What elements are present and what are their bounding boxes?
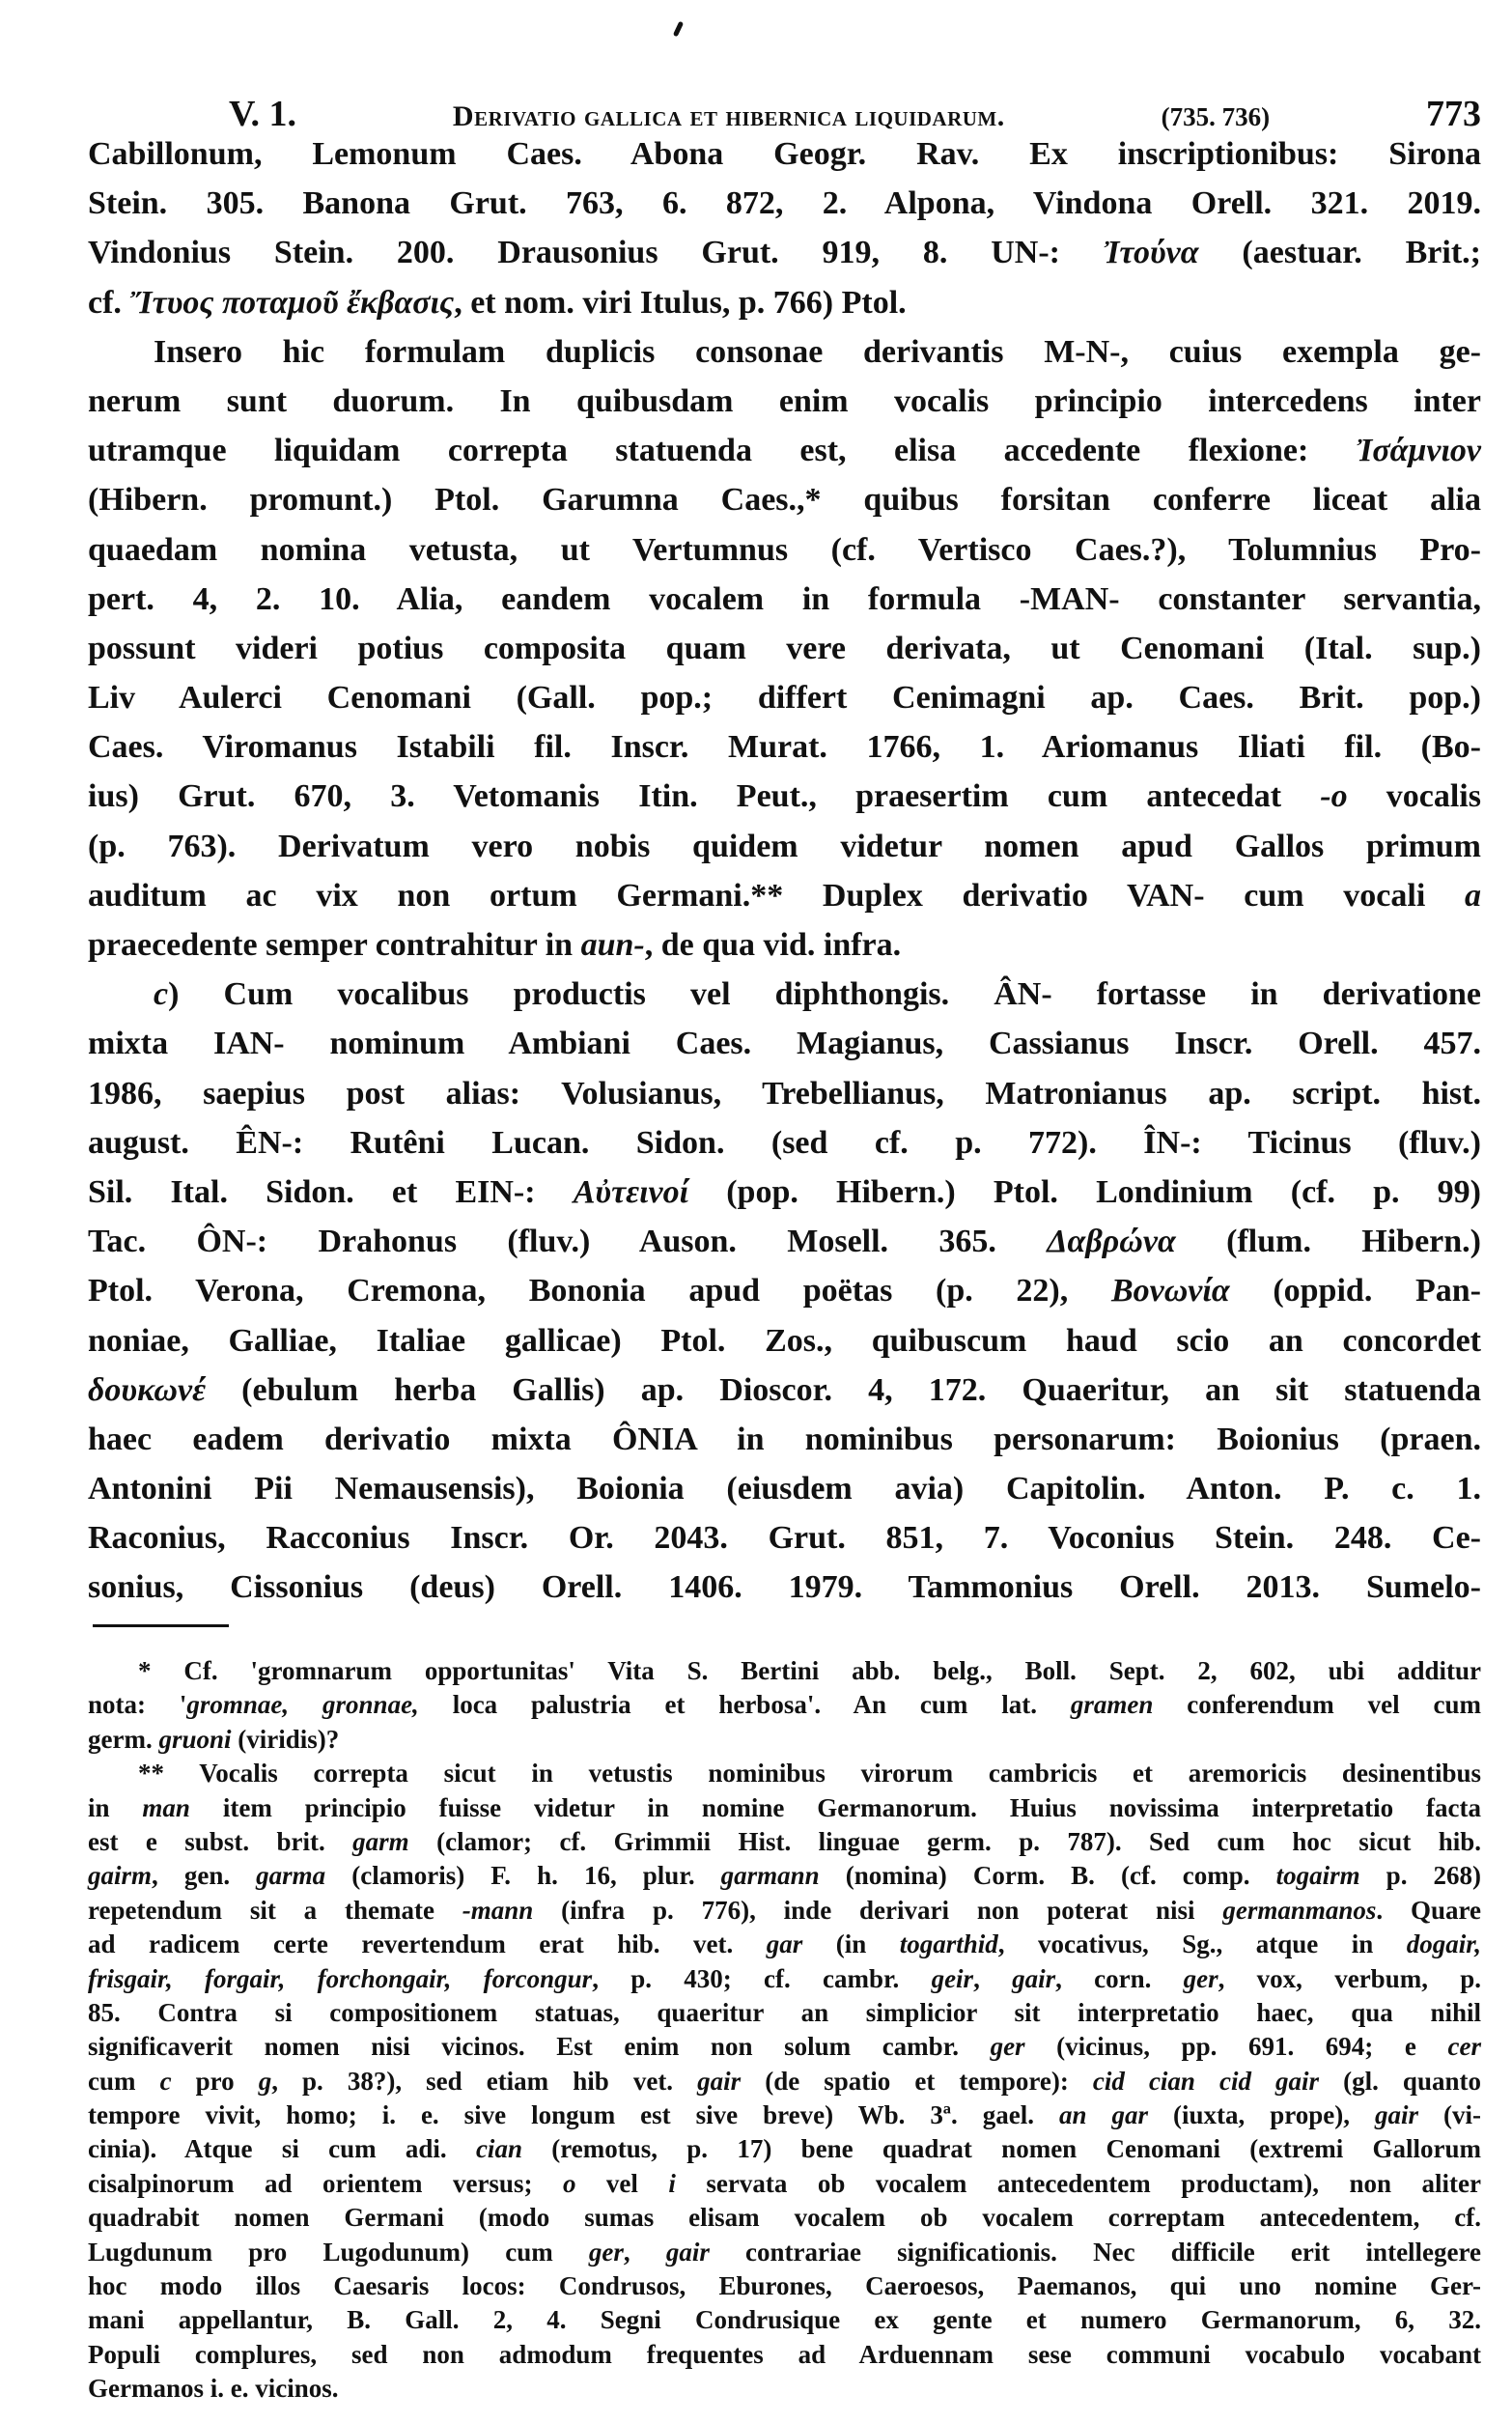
roman-text: Ptol. Verona, Cremona, Bononia apud poëtas (p. 22), (88, 1273, 1111, 1310)
ink-mark (673, 21, 684, 38)
roman-text: ius) Grut. 670, 3. Vetomanis Itin. Peut., praesertim cum antecedat (88, 778, 1321, 815)
text-line (88, 1928, 1481, 1961)
italic-text: cian (475, 2134, 522, 2164)
roman-text: sonius, Cissonius (deus) Orell. 1406. 1979. Tammonius Orell. 2013. Sumelo- (88, 1569, 1481, 1606)
italic-text: Δαβρώνα (1047, 1224, 1176, 1260)
roman-text: pro (171, 2066, 259, 2096)
italic-text: garma (256, 1861, 326, 1891)
italic-text: δουκωνέ (88, 1371, 207, 1408)
roman-text: utramque liquidam correpta statuenda est, elisa accedente flexione: (88, 433, 1357, 469)
text-line (88, 1654, 1481, 1688)
roman-text: , et nom. viri Itulus, p. 766) Ptol. (454, 284, 907, 321)
roman-text: cinia). Atque si cum adi. (88, 2134, 476, 2164)
roman-text: est e subst. brit. (88, 1826, 353, 1856)
italic-text: ger (588, 2237, 624, 2267)
italic-text: Ἰσάμνιον (1356, 433, 1481, 469)
footnote (88, 1654, 1481, 1757)
roman-text: pert. 4, 2. 10. Alia, eandem vocalem in formula -MAN- constanter servantia, (88, 580, 1481, 617)
roman-text: Tac. ÔN-: Drahonus (fluv.) Auson. Mosell. 365. (88, 1224, 1048, 1260)
roman-text: Insero hic formulam duplicis consonae derivantis M-N-, cuius exempla ge- (154, 333, 1481, 370)
roman-text: germ. (88, 1724, 159, 1754)
text-line (88, 1266, 1481, 1315)
text-line (88, 1168, 1481, 1217)
text-line (88, 228, 1481, 277)
text-line (88, 871, 1481, 920)
roman-text: item principio fuisse videtur in nomine Germanorum. Huius novissima interpretatio facta (189, 1792, 1481, 1822)
roman-text: auditum ac vix non ortum Germani.** Duplex derivatio VAN- cum vocali (88, 877, 1465, 914)
italic-text: c (154, 976, 169, 1013)
roman-text: (flum. Hibern.) (1175, 1224, 1481, 1260)
text-line (88, 2065, 1481, 2098)
italic-text: cer (1447, 2032, 1481, 2062)
text-line (88, 2372, 1481, 2406)
roman-text: (p. 763). Derivatum vero nobis quidem videtur nomen apud Gallos primum (88, 828, 1481, 864)
roman-text: cf. (88, 284, 130, 321)
roman-text: conferendum vel cum (1153, 1690, 1481, 1720)
roman-text: possunt videri potius composita quam vere derivata, ut Cenomani (Ital. sup.) (88, 630, 1481, 666)
text-line (88, 1859, 1481, 1893)
text-line (88, 673, 1481, 722)
italic-text: gair (1012, 1963, 1056, 1993)
section-number: V. 1. (229, 94, 297, 134)
text-line (88, 1316, 1481, 1366)
italic-text: geir (931, 1963, 974, 1993)
text-line (88, 722, 1481, 772)
paragraph (88, 327, 1481, 970)
italic-text: ger (1183, 1963, 1218, 1993)
footnote-separator (93, 1624, 229, 1627)
roman-text: tempore vivit, homo; i. e. sive longum est sive breve) Wb. 3ª. gael. (88, 2100, 1059, 2130)
italic-text: g (258, 2066, 272, 2096)
text-line (88, 2098, 1481, 2132)
roman-text: nerum sunt duorum. In quibusdam enim vocalis principio intercedens inter (88, 382, 1481, 419)
text-line (88, 377, 1481, 426)
roman-text: repetendum sit a themate (88, 1895, 462, 1925)
roman-text: (aestuar. Brit.; (1198, 235, 1481, 271)
roman-text: (oppid. Pan- (1229, 1273, 1482, 1310)
italic-text: Βονωνία (1110, 1273, 1230, 1310)
roman-text: (vicinus, pp. 691. 694; e (1024, 2032, 1448, 2062)
footnote (88, 1757, 1481, 2406)
roman-text: cisalpinorum ad orientem versus; (88, 2168, 563, 2198)
text-line (88, 1118, 1481, 1168)
italic-text: togairm (1275, 1861, 1360, 1891)
roman-text: (Hibern. promunt.) Ptol. Garumna Caes.,* quibus forsitan conferre liceat alia (88, 482, 1481, 519)
roman-text: (infra p. 776), inde derivari non poterat nisi (533, 1895, 1223, 1925)
italic-text: togarthid (899, 1929, 998, 1959)
text-line (88, 475, 1481, 524)
roman-text: nota: ' (88, 1690, 187, 1720)
roman-text: vel (575, 2168, 669, 2198)
text-line (88, 2303, 1481, 2337)
text-line (88, 1464, 1481, 1513)
text-line (88, 1825, 1481, 1859)
roman-text: , (623, 2237, 666, 2267)
roman-text: Cabillonum, Lemonum Caes. Abona Geogr. Rav. Ex inscriptionibus: Sirona (88, 136, 1481, 172)
roman-text: quadrabit nomen Germani (modo sumas elisam vocalem ob vocalem correptam antecedentem, cf. (88, 2203, 1481, 2233)
italic-text: cid cian cid gair (1092, 2066, 1320, 2096)
text-line (88, 2338, 1481, 2372)
roman-text: (viridis)? (231, 1724, 340, 1754)
text-line (88, 1757, 1481, 1790)
roman-text: Antonini Pii Nemausensis), Boionia (eiusdem avia) Capitolin. Anton. P. c. 1. (88, 1471, 1481, 1507)
roman-text: (clamoris) F. h. 16, plur. (325, 1861, 721, 1891)
text-line (88, 1019, 1481, 1068)
italic-text: -o (1320, 778, 1348, 815)
roman-text: , vocativus, Sg., atque in (997, 1929, 1407, 1959)
page-number: 773 (1425, 94, 1481, 134)
text-line (88, 1894, 1481, 1928)
roman-text: , gen. (152, 1861, 257, 1891)
text-line (88, 179, 1481, 228)
paragraph (88, 970, 1481, 1612)
italic-text: gramen (1070, 1690, 1154, 1720)
roman-text: , (973, 1963, 1013, 1993)
italic-text: man (142, 1792, 190, 1822)
italic-text: ger (990, 2032, 1025, 2062)
text-line (88, 772, 1481, 821)
roman-text: (pop. Hibern.) Ptol. Londinium (cf. p. 99) (688, 1173, 1482, 1210)
roman-text: Liv Aulerci Cenomani (Gall. pop.; differt Cenimagni ap. Caes. Brit. pop.) (88, 680, 1481, 717)
roman-text: (gl. quanto (1319, 2066, 1481, 2096)
italic-text: Ἴτυος ποταμοῦ ἔκβασις (129, 284, 455, 321)
roman-text: , p. 38?), sed etiam hib vet. (271, 2066, 698, 2096)
roman-text: hoc modo illos Caesaris locos: Condrusos, Eburones, Caeroesos, Paemanos, qui uno nomine Ger- (88, 2271, 1481, 2301)
roman-text: praecedente semper contrahitur in (88, 927, 581, 963)
running-title: Derivatio gallica et hibernica liquidarum. (452, 100, 1005, 132)
roman-text: (ebulum herba Gallis) ap. Dioscor. 4, 172. Quaeritur, an sit statuenda (206, 1371, 1481, 1408)
italic-text: gromnae, gronnae, (186, 1690, 419, 1720)
italic-text: gairm (88, 1861, 153, 1891)
roman-text: Caes. Viromanus Istabili fil. Inscr. Murat. 1766, 1. Ariomanus Iliati fil. (Bo- (88, 729, 1481, 766)
roman-text: , vox, verbum, p. (1218, 1963, 1481, 1993)
roman-text: Stein. 305. Banona Grut. 763, 6. 872, 2. Alpona, Vindona Orell. 321. 2019. (88, 185, 1481, 222)
italic-text: aun- (580, 927, 645, 963)
text-line (88, 1415, 1481, 1464)
roman-text: vocalis (1347, 778, 1481, 815)
text-line (88, 822, 1481, 871)
roman-text: mixta IAN- nominum Ambiani Caes. Magianus, Cassianus Inscr. Orell. 457. (88, 1026, 1481, 1062)
text-line (88, 1688, 1481, 1722)
text-line (88, 575, 1481, 624)
italic-text: frisgair, forgair, forchongair, forcongur (88, 1963, 593, 1993)
text-line (88, 2201, 1481, 2235)
italic-text: gair (665, 2237, 710, 2267)
italic-text: Ἰτούνα (1103, 235, 1199, 271)
roman-text: (clamor; cf. Grimmii Hist. linguae germ. p. 787). Sed cum hoc sicut hib. (408, 1826, 1482, 1856)
italic-text: garmann (720, 1861, 820, 1891)
roman-text: (nomina) Corm. B. (cf. comp. (819, 1861, 1276, 1891)
text-line (88, 426, 1481, 475)
italic-text: Αὐτεινοί (573, 1173, 689, 1210)
italic-text: -mann (462, 1895, 534, 1925)
roman-text: Raconius, Racconius Inscr. Or. 2043. Grut. 851, 7. Voconius Stein. 248. Ce- (88, 1520, 1481, 1557)
roman-text: quaedam nomina vetusta, ut Vertumnus (cf. Vertisco Caes.?), Tolumnius Pro- (88, 531, 1481, 568)
roman-text: . Quare (1376, 1895, 1481, 1925)
roman-text: contrariae significationis. Nec difficile erit intellegere (709, 2237, 1482, 2267)
italic-text: i (668, 2168, 676, 2198)
text-line (88, 1513, 1481, 1563)
roman-text: (in (802, 1929, 900, 1959)
roman-text: (remotus, p. 17) bene quadrat nomen Cenomani (extremi Gallorum (521, 2134, 1481, 2164)
text-line (88, 1996, 1481, 2030)
roman-text: ) Cum vocalibus productis vel diphthongis. ÂN- fortasse in derivatione (168, 976, 1481, 1013)
main-text (88, 129, 1481, 1613)
italic-text: o (562, 2168, 576, 2198)
roman-text: 85. Contra si compositionem statuas, quaeritur an simplicior sit interpretatio haec, qua nihil (88, 1997, 1481, 2027)
roman-text: Populi complures, sed non admodum frequentes ad Arduennam sese communi vocabulo vocabant (88, 2339, 1481, 2369)
roman-text: Vindonius Stein. 200. Drausonius Grut. 919, 8. UN-: (88, 235, 1104, 271)
roman-text: significaverit nomen nisi vicinos. Est enim non solum cambr. (88, 2032, 991, 2062)
text-line (88, 1962, 1481, 1996)
text-line (88, 920, 1481, 970)
italic-text: gruoni (158, 1724, 232, 1754)
roman-text: , p. 430; cf. cambr. (592, 1963, 932, 1993)
text-line (88, 327, 1481, 377)
roman-text: Sil. Ital. Sidon. et EIN-: (88, 1173, 574, 1210)
italic-text: garm (352, 1826, 409, 1856)
roman-text: * Cf. 'gromnarum opportunitas' Vita S. Bertini abb. belg., Boll. Sept. 2, 602, ubi additur (138, 1656, 1481, 1685)
roman-text: haec eadem derivatio mixta ÔNIA in nominibus personarum: Boionius (praen. (88, 1421, 1481, 1457)
text-line (88, 2236, 1481, 2269)
roman-text: , de qua vid. infra. (644, 927, 902, 963)
text-line (88, 2030, 1481, 2064)
text-line (88, 1366, 1481, 1415)
italic-text: dogair, (1406, 1929, 1481, 1959)
paragraph (88, 129, 1481, 327)
roman-text: mani appellantur, B. Gall. 2, 4. Segni Condrusique ex gente et numero Germanorum, 6, 32. (88, 2305, 1481, 2335)
roman-text: loca palustria et herbosa'. An cum lat. (418, 1690, 1071, 1720)
text-line (88, 970, 1481, 1019)
text-line (88, 2269, 1481, 2303)
roman-text: cum (88, 2066, 160, 2096)
italic-text: an gar (1058, 2100, 1148, 2130)
text-line (88, 1791, 1481, 1825)
text-line (88, 1723, 1481, 1757)
italic-text: a (1465, 877, 1481, 914)
footnotes (88, 1654, 1481, 2407)
italic-text: germanmanos (1222, 1895, 1377, 1925)
roman-text: servata ob vocalem antecedentem productam), non aliter (675, 2168, 1481, 2198)
text-line (88, 1217, 1481, 1266)
roman-text: august. ÊN-: Rutêni Lucan. Sidon. (sed cf. p. 772). ÎN-: Ticinus (fluv.) (88, 1124, 1481, 1161)
roman-text: noniae, Galliae, Italiae gallicae) Ptol. Zos., quibuscum haud scio an concordet (88, 1322, 1481, 1359)
roman-text: in (88, 1792, 143, 1822)
text-line (88, 1563, 1481, 1612)
italic-text: gar (766, 1929, 803, 1959)
text-line (88, 1069, 1481, 1118)
italic-text: gair (1375, 2100, 1419, 2130)
text-line (88, 129, 1481, 179)
text-line (88, 278, 1481, 327)
italic-text: gair (697, 2066, 742, 2096)
roman-text: ad radicem certe revertendum erat hib. vet. (88, 1929, 767, 1959)
roman-text: ** Vocalis correpta sicut in vetustis nominibus virorum cambricis et aremoricis desinentibus (138, 1759, 1481, 1788)
roman-text: , corn. (1055, 1963, 1184, 1993)
roman-text: Germanos i. e. vicinos. (88, 2374, 339, 2404)
roman-text: p. 268) (1359, 1861, 1482, 1891)
text-line (88, 525, 1481, 575)
roman-text: (de spatio et tempore): (741, 2066, 1093, 2096)
roman-text: (vi- (1418, 2100, 1481, 2130)
section-references: (735. 736) (1161, 102, 1271, 131)
roman-text: (iuxta, prope), (1148, 2100, 1375, 2130)
italic-text: c (159, 2066, 172, 2096)
text-line (88, 2167, 1481, 2201)
text-line (88, 2132, 1481, 2166)
roman-text: 1986, saepius post alias: Volusianus, Trebellianus, Matronianus ap. script. hist. (88, 1075, 1481, 1112)
text-line (88, 624, 1481, 673)
roman-text: Lugdunum pro Lugodunum) cum (88, 2237, 589, 2267)
